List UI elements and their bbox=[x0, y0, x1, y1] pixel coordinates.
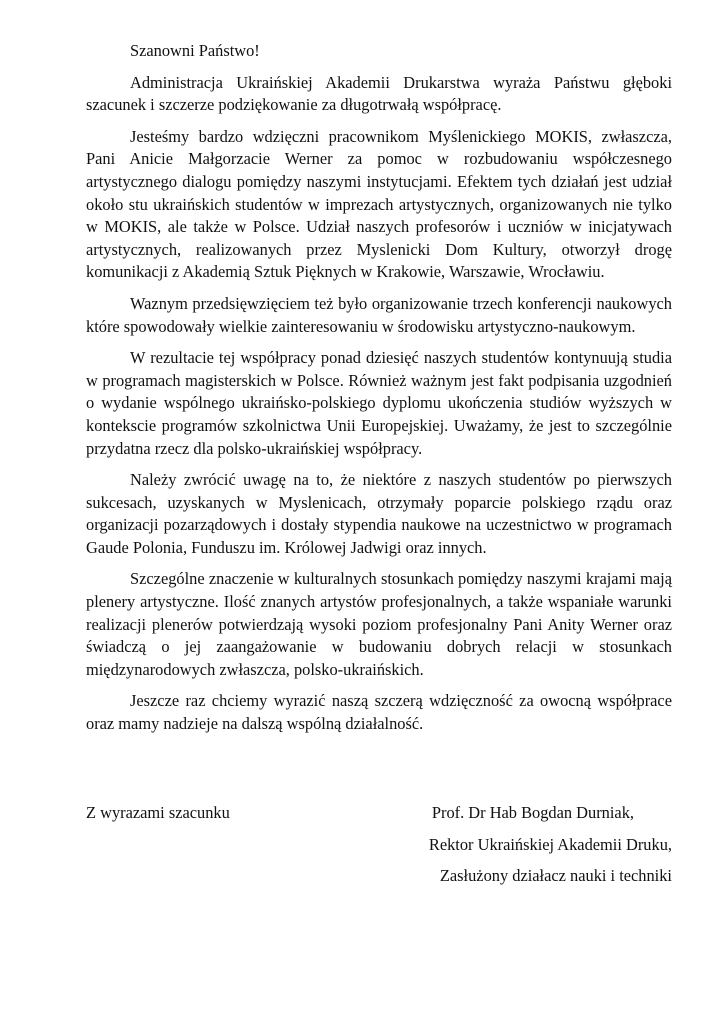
signature-block bbox=[429, 802, 672, 897]
signature-name: Prof. Dr Hab Bogdan Durniak, bbox=[431, 803, 634, 822]
letter-body bbox=[86, 40, 672, 745]
paragraph-1: Administracja Ukraińskiej Akademii Drukarstwa wyraża Państwu głęboki szacunek i szczerze podziękowanie za długotrwałą współpracę. bbox=[86, 72, 672, 115]
paragraph-6: Szczególne znaczenie w kulturalnych stosunkach pomiędzy naszymi krajami mają plenery artystyczne. Ilość znanych artystów profesjonalnych, a także wspaniałe warunki realizacji plenerów potwierdzają wysoki poziom profesjonalny Pani Anity Werner oraz świadczą o jej zaangażowanie w budowaniu dobrych relacji w stosunkach międzynarodowych zwłaszcza, polsko-ukraińskich. bbox=[86, 569, 672, 679]
letter-closing: Z wyrazami szacunku bbox=[86, 803, 230, 822]
paragraph-4: W rezultacie tej współpracy ponad dziesięć naszych studentów kontynuują studia w programach magisterskich w Polsce. Również ważnym jest fakt podpisania uzgodnień o wydanie wspólnego ukraińsko-polskiego dyplomu ukończenia studiów wyższych w kontekscie programów szkolnictwa Unii Europejskiej. Uważamy, że jest to szczególnie przydatna rzecz dla polsko-ukraińskiej współpracy. bbox=[86, 348, 672, 458]
letter-greeting: Szanowni Państwo! bbox=[130, 41, 260, 60]
signature-title: Rektor Ukraińskiej Akademii Druku, bbox=[428, 834, 672, 854]
signature-honor: Zasłużony działacz nauki i techniki bbox=[439, 866, 672, 886]
paragraph-2: Jesteśmy bardzo wdzięczni pracownikom Myślenickiego MOKIS, zwłaszcza, Pani Anicie Małgorzacie Werner za pomoc w rozbudowaniu współczesnego artystycznego dialogu pomiędzy naszymi instytucjami. Efektem tych działań jest udział około stu ukraińskich studentów w imprezach artystycznych, organizowanych nie tylko w MOKIS, ale także w Polsce. Udział naszych profesorów i uczniów w inicjatywach artystycznych, realizowanych przez Myslenicki Dom Kultury, otworzył drogę komunikacji z Akademią Sztuk Pięknych w Krakowie, Warszawie, Wrocławiu. bbox=[86, 126, 672, 282]
paragraph-5: Należy zwrócić uwagę na to, że niektóre z naszych studentów po pierwszych sukcesach, uzyskanych w Myslenicach, otrzymały poparcie polskiego rządu oraz organizacji pozarządowych i dostały stypendia naukowe na uczestnictwo w programach Gaude Polonia, Funduszu im. Królowej Jadwigi oraz innych. bbox=[86, 470, 672, 557]
paragraph-7: Jeszcze raz chciemy wyrazić naszą szczerą wdzięczność za owocną współprace oraz mamy nadzieje na dalszą wspólną działalność. bbox=[86, 691, 672, 734]
paragraph-3: Waznym przedsięwzięciem też było organizowanie trzech konferencji naukowych które spowodowały wielkie zainteresowaniu w środowisku artystyczno-naukowym. bbox=[86, 293, 672, 336]
